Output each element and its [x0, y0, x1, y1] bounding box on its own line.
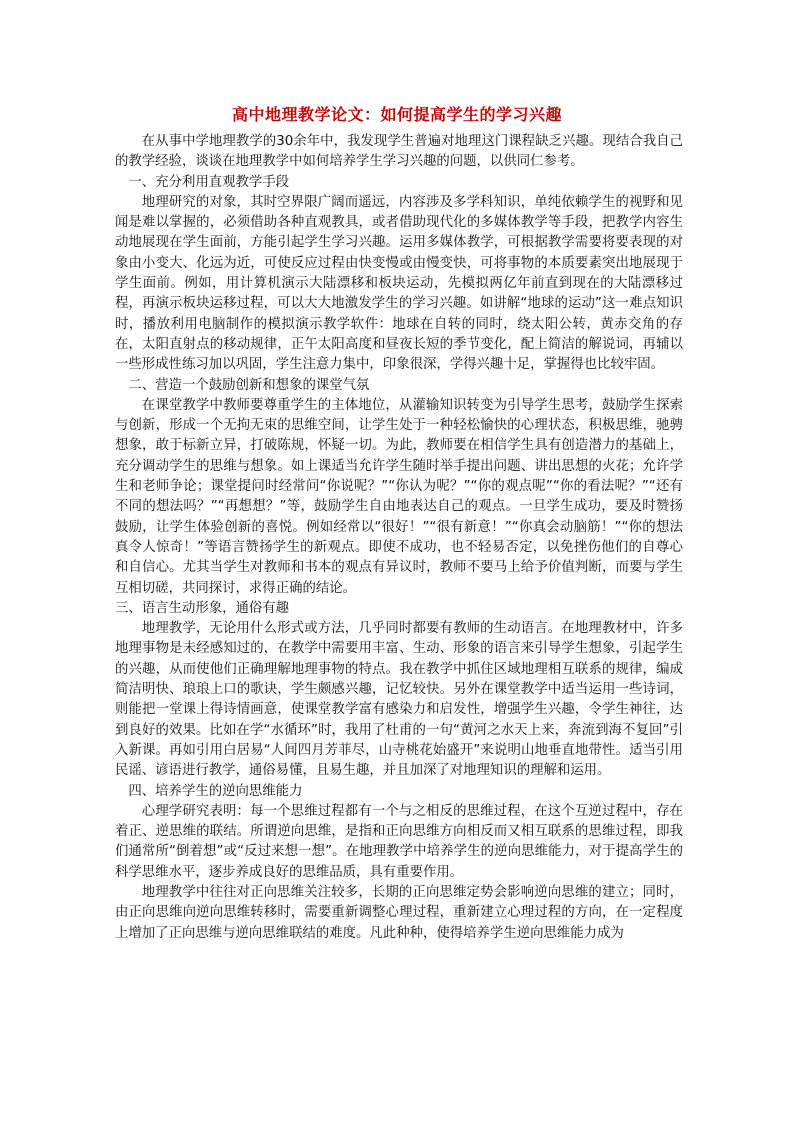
section-heading: 一、充分利用直观教学手段 — [128, 174, 290, 190]
body-paragraph: 心理学研究表明：每一个思维过程都有一个与之相反的思维过程，在这个互逆过程中，存在着正、逆思维的联结。所谓逆向思维，是指和正向思维方向相反而又相互联系的思维过程，即我们通常所“倒着想”或“反过来想一想”。在地理教学中培养学生的逆向思维能力，对于提高学生的科学思维水平，逐步养成良好的思维品质，具有重要作用。 — [115, 803, 683, 880]
body-paragraph: 地理研究的对象，其时空界限广阔而遥远，内容涉及多学科知识，单纯依赖学生的视野和见闻是难以掌握的，必须借助各种直观教具，或者借助现代化的多媒体教学等手段，把教学内容生动地展现在学生面前，方能引起学生学习兴趣。运用多媒体教学，可根据教学需要将要表现的对象由小变大、化远为近，可使反应过程由快变慢或由慢变快，可将事物的本质要素突出地展现于学生面前。例如，用计算机演示大陆漂移和板块运动，先模拟两亿年前直到现在的大陆漂移过程，再演示板块运移过程，可以大大地激发学生的学习兴趣。如讲解“地球的运动”这一难点知识时，播放利用电脑制作的模拟演示教学软件：地球在自转的同时，绕太阳公转，黄赤交角的存在，太阳直射点的移动规律，正午太阳高度和昼夜长短的季节变化，配上简洁的解说词，再辅以一些形成性练习加以巩固，学生注意力集中，印象很深，学得兴趣十足，掌握得也比较牢固。 — [115, 194, 683, 373]
body-paragraph: 在课堂教学中教师要尊重学生的主体地位，从灌输知识转变为引导学生思考，鼓励学生探索与创新，形成一个无拘无束的思维空间，让学生处于一种轻松愉快的心理状态，积极思维，驰骋想象，敢于标新立异，打破陈规，怀疑一切。为此，教师要在相信学生具有创造潜力的基础上，充分调动学生的思维与想象。如上课适当允许学生随时举手提出问题、讲出思想的火花；允许学生和老师争论；课堂提问时经常问“你说呢？”“你认为呢？”“你的观点呢”“你的看法呢？”“还有不同的想法吗？”“再想想？”等，鼓励学生自由地表达自己的观点。一旦学生成功，要及时赞扬鼓励，让学生体验创新的喜悦。例如经常以“很好！”“很有新意！”“你真会动脑筋！”“你的想法真令人惊奇！”等语言赞扬学生的新观点。即使不成功，也不轻易否定，以免挫伤他们的自尊心和自信心。尤其当学生对教师和书本的观点有异议时，教师不要马上给予价值判断，而要与学生互相切磋，共同探讨，求得正确的结论。 — [115, 397, 683, 596]
section-heading: 四、培养学生的逆向思维能力 — [128, 783, 303, 799]
body-paragraph: 地理教学中往往对正向思维关注较多，长期的正向思维定势会影响逆向思维的建立；同时，由正向思维向逆向思维转移时，需要重新调整心理过程，重新建立心理过程的方向，在一定程度上增加了正向思维与逆向思维联结的难度。凡此种种，使得培养学生逆向思维能力成为 — [115, 884, 683, 941]
document-title: 高中地理教学论文：如何提高学生的学习兴趣 — [231, 105, 562, 124]
body-paragraph: 在从事中学地理教学的30余年中，我发现学生普遍对地理这门课程缺乏兴趣。现结合我自己的教学经验，谈谈在地理教学中如何培养学生学习兴趣的问题，以供同仁参考。 — [115, 134, 683, 170]
section-heading: 二、营造一个鼓励创新和想象的课堂气氛 — [128, 377, 370, 393]
document-body — [115, 132, 683, 944]
body-paragraph: 地理教学，无论用什么形式或方法，几乎同时都要有教师的生动语言。在地理教材中，许多地理事物是未经感知过的，在教学中需要用丰富、生动、形象的语言来引导学生想象，引起学生的兴趣，从而使他们正确理解地理事物的特点。我在教学中抓住区域地理相互联系的规律，编成简洁明快、琅琅上口的歌诀，学生颇感兴趣，记忆较快。另外在课堂教学中适当运用一些诗词，则能把一堂课上得诗情画意，使课堂教学富有感染力和启发性，增强学生兴趣，令学生神往，达到良好的效果。比如在学“水循环”时，我用了杜甫的一句“黄河之水天上来，奔流到海不复回”引入新课。再如引用白居易“人间四月芳菲尽，山寺桃花始盛开”来说明山地垂直地带性。适当引用民谣、谚语进行教学，通俗易懂，且易生趣，并且加深了对地理知识的理解和运用。 — [115, 621, 683, 779]
section-heading: 三、语言生动形象，通俗有趣 — [115, 600, 290, 616]
